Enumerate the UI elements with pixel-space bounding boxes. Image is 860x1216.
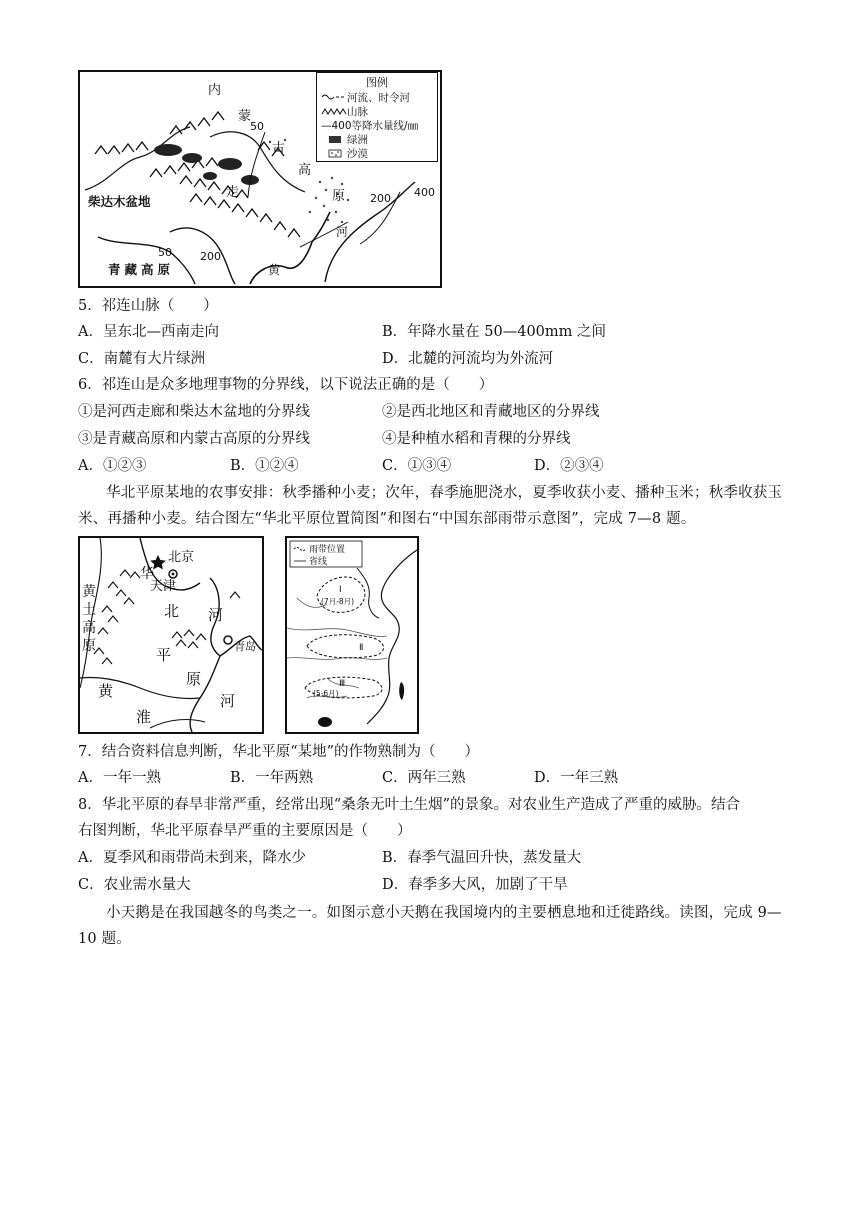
q8-option-b: B．春季气温回升快，蒸发量大 (382, 850, 582, 866)
q7-stem: 7．结合资料信息判断，华北平原“某地”的作物熟制为（ ） (78, 744, 480, 760)
q6-option-b: B．①②④ (230, 458, 299, 474)
label-huaihe-he: 河 (220, 692, 236, 710)
label-huai: 淮 (136, 708, 152, 726)
label-gu: 古 (272, 141, 286, 156)
label-belt-1-dates: (7月-8月) (321, 597, 355, 606)
isohyet-400: 400 (414, 186, 435, 199)
q5-option-a: A．呈东北—西南走向 (78, 324, 219, 340)
q6-statement-4: ④是种植水稻和青稞的分界线 (382, 431, 571, 447)
rain-belt-legend (290, 541, 362, 567)
q6-statement-2: ②是西北地区和青藏地区的分界线 (382, 404, 600, 420)
label-loess-1: 黄 (82, 584, 96, 600)
hainan-shape-icon (318, 717, 332, 727)
label-huang: 黄 (98, 682, 114, 700)
desert-symbol-icon (321, 149, 347, 158)
q7-option-d: D．一年三熟 (534, 770, 619, 786)
isohyet-200-a: 200 (200, 250, 221, 263)
q8-option-d: D．春季多大风，加剧了干旱 (382, 877, 568, 893)
q8-stem-line-2: 右图判断，华北平原春旱严重的主要原因是（ ） (78, 823, 412, 839)
q6-statement-3: ③是青藏高原和内蒙古高原的分界线 (78, 431, 310, 447)
q7-option-a: A．一年一熟 (78, 770, 161, 786)
legend-item-mountain: 山脉 (347, 105, 368, 118)
label-loess-2: 土 (82, 602, 96, 618)
river-symbol-icon (321, 93, 347, 101)
label-gao: 高 (298, 163, 312, 178)
qingdao-dot-icon (224, 636, 232, 644)
label-he: 河 (208, 606, 224, 624)
label-qingzang: 青藏高原 (108, 262, 175, 277)
qilian-legend (316, 72, 438, 162)
intro-q7-8: 华北平原某地的农事安排：秋季播种小麦；次年，春季施肥浇水，夏季收获小麦、播种玉米；秋季收获玉米、再播种小麦。结合图左“华北平原位置简图”和图右“中国东部雨带示意图”，完成 7—8 题。 (78, 485, 783, 527)
q6-option-d: D．②③④ (534, 458, 604, 474)
q8-option-c: C．农业需水量大 (78, 877, 191, 893)
q7-option-c: C．两年三熟 (382, 770, 466, 786)
legend-title: 图例 (366, 76, 388, 89)
legend-item-river: 河流、时令河 (347, 91, 410, 104)
q8-option-a: A．夏季风和雨带尚未到来，降水少 (78, 850, 306, 866)
label-meng: 蒙 (238, 109, 252, 124)
legend-rain-belt: 雨带位置 (309, 545, 346, 555)
q6-statement-1: ①是河西走廊和柴达木盆地的分界线 (78, 404, 310, 420)
label-yuan: 原 (332, 189, 346, 204)
label-huang: 黄 (268, 263, 281, 277)
mountain-symbol-icon (321, 107, 347, 115)
q5-option-b: B．年降水量在 50—400mm 之间 (382, 324, 606, 340)
q5-stem: 5．祁连山脉（ ） (78, 298, 218, 314)
label-bei: 北 (164, 602, 180, 620)
q8-stem-line-1: 8．华北平原的春旱非常严重，经常出现“桑条无叶土生烟”的景象。对农业生产造成了严重的威胁。结合 (78, 797, 741, 813)
q6-stem: 6．祁连山是众多地理事物的分界线，以下说法正确的是（ ） (78, 377, 494, 393)
legend-item-oasis: 绿洲 (347, 133, 368, 146)
label-loess-3: 高 (82, 620, 96, 636)
q6-option-c: C．①③④ (382, 458, 452, 474)
north-china-plain-map (78, 536, 264, 734)
isohyet-200-b: 200 (370, 192, 391, 205)
label-belt-1: Ⅰ (339, 585, 342, 595)
label-belt-2: Ⅱ (359, 643, 364, 653)
label-zou: 走 (226, 185, 240, 200)
label-loess-4: 原 (82, 638, 96, 654)
intro-q9-10: 小天鹅是在我国越冬的鸟类之一。如图示意小天鹅在我国境内的主要栖息地和迁徙路线。读图，完成 9—10 题。 (78, 905, 782, 947)
q7-option-b: B．一年两熟 (230, 770, 314, 786)
label-hua: 华 (140, 566, 154, 582)
legend-item-desert: 沙漠 (347, 147, 368, 160)
label-tianjin: 天津 (150, 579, 177, 594)
label-ping: 平 (156, 646, 172, 664)
q5-option-c: C．南麓有大片绿洲 (78, 351, 206, 367)
label-chaidamu: 柴达木盆地 (88, 194, 151, 209)
isohyet-50-a: 50 (250, 120, 264, 133)
qilian-map (78, 70, 442, 288)
oasis-symbol-icon (321, 135, 347, 144)
label-qingdao: 青岛 (234, 640, 256, 653)
q5-option-d: D．北麓的河流均为外流河 (382, 351, 554, 367)
label-beijing: 北京 (168, 550, 195, 565)
rain-belt-map (285, 536, 419, 734)
label-belt-3-dates: (5-6月) (313, 689, 339, 698)
label-he: 河 (336, 225, 349, 239)
isohyet-50-b: 50 (158, 246, 172, 259)
legend-item-isohyet: —400等降水量线/㎜ (321, 119, 419, 132)
q6-option-a: A．①②③ (78, 458, 147, 474)
label-belt-3: Ⅲ (339, 679, 346, 689)
taiwan-shape-icon (399, 682, 404, 700)
label-nei: 内 (208, 83, 222, 98)
legend-province-line: 省线 (309, 557, 328, 567)
label-yuan: 原 (186, 670, 202, 688)
